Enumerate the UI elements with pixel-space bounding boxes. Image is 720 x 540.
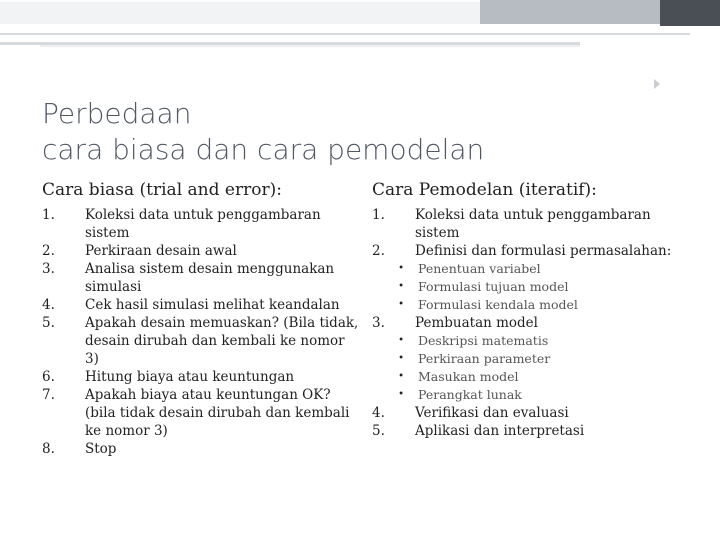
list-text: Pembuatan model (415, 315, 538, 331)
list-number: 2. (42, 243, 55, 259)
left-column-heading: Cara biasa (trial and error): (42, 180, 282, 200)
top-bar-dark-segment (660, 0, 720, 26)
list-item (372, 242, 672, 260)
sub-list-item (372, 296, 672, 314)
list-number: 2. (372, 243, 385, 259)
bullet-icon: • (398, 281, 404, 292)
list-item (42, 368, 362, 386)
list-text: Definisi dan formulasi permasalahan: (415, 243, 672, 259)
bullet-icon: • (398, 335, 404, 346)
list-text: Cek hasil simulasi melihat keandalan (85, 297, 340, 313)
list-text: Analisa sistem desain menggunakan simulasi (85, 261, 335, 295)
sub-list-text: Deskripsi matematis (418, 333, 549, 348)
pointer-triangle-icon (654, 79, 660, 89)
list-text: Aplikasi dan interpretasi (415, 423, 585, 439)
sub-list-item (372, 350, 672, 368)
decor-line (40, 45, 580, 47)
list-number: 7. (42, 387, 55, 403)
list-text: Hitung biaya atau keuntungan (85, 369, 295, 385)
sub-list-text: Masukan model (418, 369, 519, 384)
list-number: 8. (42, 441, 55, 457)
list-item (42, 296, 362, 314)
sub-list-text: Formulasi tujuan model (418, 279, 569, 294)
left-column (42, 178, 362, 458)
right-column-heading: Cara Pemodelan (iteratif): (372, 180, 597, 200)
list-item (42, 386, 362, 440)
bullet-icon: • (398, 389, 404, 400)
list-item (42, 440, 362, 458)
list-text: Koleksi data untuk penggambaran sistem (415, 207, 651, 241)
list-text: Verifikasi dan evaluasi (415, 405, 569, 421)
sub-list-text: Perangkat lunak (418, 387, 522, 402)
list-text: Koleksi data untuk penggambaran sistem (85, 207, 321, 241)
sub-list-item (372, 260, 672, 278)
sub-list-item (372, 368, 672, 386)
list-item (42, 260, 362, 296)
right-column (372, 178, 672, 440)
slide-title-line1: Perbedaan (42, 97, 192, 130)
list-number: 1. (372, 207, 385, 223)
list-item (42, 314, 362, 368)
bullet-icon: • (398, 263, 404, 274)
list-item (372, 314, 672, 332)
list-item (372, 206, 672, 242)
list-number: 1. (42, 207, 55, 223)
top-decor-bar (0, 0, 720, 30)
list-number: 3. (372, 315, 385, 331)
list-text: Apakah desain memuaskan? (Bila tidak, desain dirubah dan kembali ke nomor 3) (85, 315, 359, 367)
list-text: Perkiraan desain awal (85, 243, 237, 259)
decor-line (0, 33, 690, 35)
bullet-icon: • (398, 299, 404, 310)
list-number: 6. (42, 369, 55, 385)
list-number: 4. (42, 297, 55, 313)
list-item (372, 422, 672, 440)
top-bar-mid-segment (480, 0, 660, 24)
sub-list-item (372, 386, 672, 404)
list-text: Stop (85, 441, 117, 457)
list-number: 3. (42, 261, 55, 277)
sub-list-text: Penentuan variabel (418, 261, 541, 276)
list-number: 4. (372, 405, 385, 421)
top-bar-light-segment (0, 2, 480, 24)
list-item (372, 404, 672, 422)
list-text: Apakah biaya atau keuntungan OK? (bila tidak desain dirubah dan kembali ke nomor 3) (85, 387, 350, 439)
sub-list-text: Perkiraan parameter (418, 351, 551, 366)
bullet-icon: • (398, 371, 404, 382)
slide-title-line2: cara biasa dan cara pemodelan (42, 133, 485, 166)
bullet-icon: • (398, 353, 404, 364)
list-item (42, 206, 362, 242)
sub-list-item (372, 278, 672, 296)
slide-title (42, 96, 484, 168)
list-item (42, 242, 362, 260)
sub-list-item (372, 332, 672, 350)
sub-list-text: Formulasi kendala model (418, 297, 578, 312)
list-number: 5. (42, 315, 55, 331)
list-number: 5. (372, 423, 385, 439)
